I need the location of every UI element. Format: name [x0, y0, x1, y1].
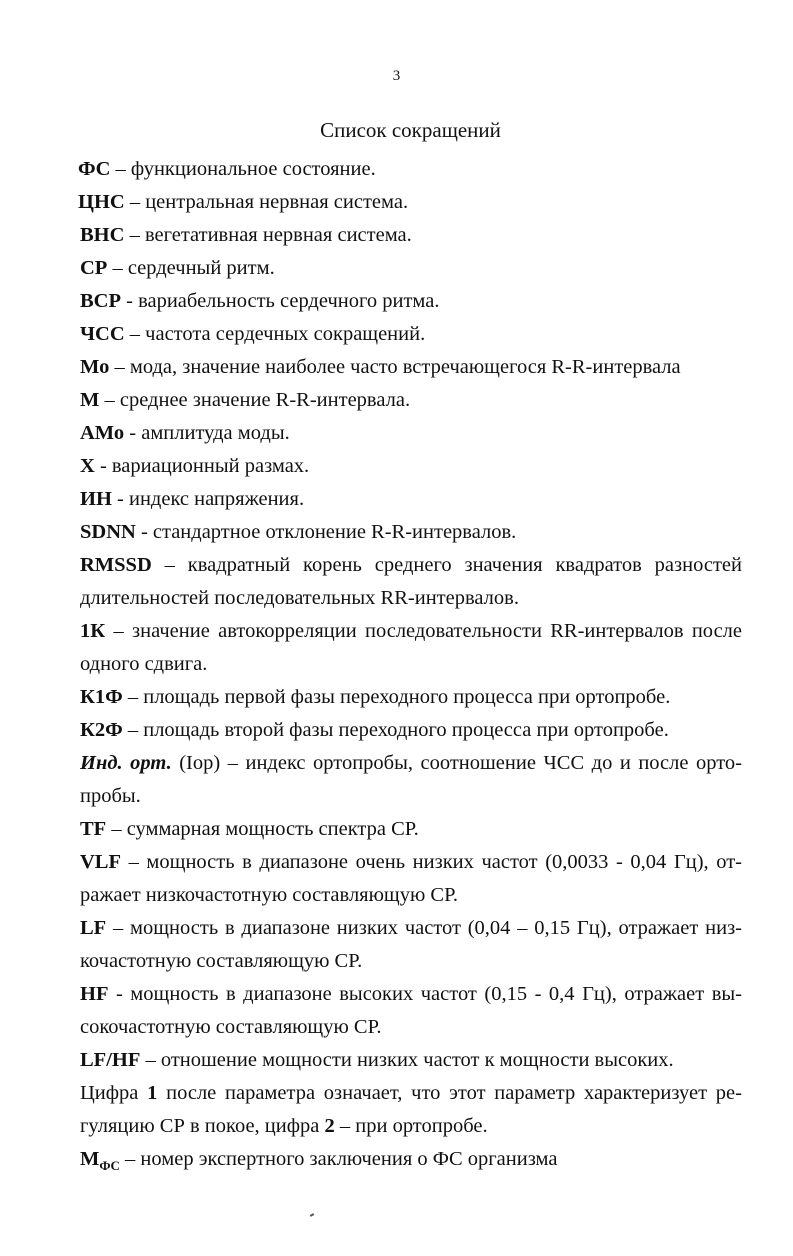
abbreviation-definition: ражает низкочастотную составляющую СР. — [80, 884, 459, 906]
list-item — [80, 322, 425, 346]
scan-speck — [310, 1213, 314, 1217]
abbreviation-definition: - стандартное отклонение R-R-интервалов. — [135, 521, 517, 543]
abbreviation-definition: – мода, значение наиболее часто встречающегося R-R-интервала — [109, 356, 681, 378]
list-item — [80, 916, 742, 940]
abbreviation-definition: – функциональное состояние. — [110, 158, 376, 180]
list-item-continuation — [80, 652, 207, 676]
list-item — [80, 223, 412, 247]
abbreviation-definition: сокочастотную составляющую СР. — [80, 1016, 382, 1038]
list-item — [80, 487, 304, 511]
abbreviation-term: М — [80, 1148, 100, 1170]
abbreviation-definition: – площадь второй фазы переходного процесса при ортопробе. — [122, 719, 669, 741]
list-item-continuation — [80, 784, 141, 808]
page-number: 3 — [392, 68, 401, 84]
abbreviation-term: ВНС — [80, 224, 125, 246]
abbreviation-term: LF/HF — [80, 1049, 141, 1071]
list-item — [80, 619, 742, 643]
abbreviation-term: HF — [80, 983, 109, 1005]
abbreviation-definition: длительностей последовательных RR-интервалов. — [80, 587, 519, 609]
abbreviation-term: SDNN — [80, 521, 136, 543]
list-item — [80, 520, 516, 544]
abbreviation-definition: - индекс напряжения. — [111, 488, 305, 510]
abbreviation-definition: - вариабельность сердечного ритма. — [121, 290, 440, 312]
abbreviation-term: 1К — [80, 620, 106, 642]
abbreviation-definition: – частота сердечных сокращений. — [124, 323, 426, 345]
abbreviation-term: VLF — [80, 851, 121, 873]
note-digit: 1 — [147, 1082, 158, 1104]
list-item — [80, 454, 309, 478]
abbreviation-definition: – площадь первой фазы переходного процесса при ортопробе. — [122, 686, 671, 708]
list-item — [80, 256, 275, 280]
abbreviation-definition: – центральная нервная система. — [124, 191, 409, 213]
abbreviation-term: Инд. орт. — [80, 752, 172, 774]
list-item — [80, 553, 742, 577]
abbreviation-definition: – номер экспертного заключения о ФС организма — [119, 1148, 558, 1170]
abbreviation-definition: кочастотную составляющую СР. — [80, 950, 363, 972]
abbreviation-definition: - вариационный размах. — [94, 455, 310, 477]
abbreviation-term: М — [80, 389, 100, 411]
abbreviation-definition: пробы. — [80, 785, 141, 807]
abbreviation-definition: – квадратный корень среднего значения квадратов разностей — [151, 554, 742, 576]
abbreviation-definition: – вегетативная нервная система. — [124, 224, 412, 246]
list-item — [80, 1048, 674, 1072]
abbreviation-term: ЧСС — [80, 323, 125, 345]
abbreviation-term: ФС — [78, 158, 111, 180]
list-item-continuation — [80, 586, 519, 610]
note-line — [80, 1114, 488, 1138]
abbreviation-definition: – отношение мощности низких частот к мощности высоких. — [140, 1049, 674, 1071]
list-item — [80, 1147, 557, 1178]
list-item-continuation — [80, 949, 362, 973]
abbreviation-definition: - амплитуда моды. — [124, 422, 290, 444]
abbreviation-term: К2Ф — [80, 719, 123, 741]
abbreviation-term: RMSSD — [80, 554, 152, 576]
note-text: гуляцию СР в покое, цифра — [80, 1115, 325, 1137]
abbreviation-definition: – значение автокорреляции последовательности RR-интервалов после — [105, 620, 742, 642]
list-item — [80, 982, 742, 1006]
list-item — [80, 289, 440, 313]
abbreviation-term: СР — [80, 257, 108, 279]
list-item — [78, 157, 376, 181]
abbreviation-definition: (Іор) – индекс ортопробы, соотношение ЧСС до и после орто- — [171, 752, 742, 774]
list-item-continuation — [80, 883, 458, 907]
abbreviation-term: Мо — [80, 356, 110, 378]
abbreviation-term: ИН — [80, 488, 112, 510]
list-item — [80, 388, 410, 412]
abbreviation-term: LF — [80, 917, 107, 939]
note-text: после параметра означает, что этот параметр характеризует ре- — [157, 1082, 742, 1104]
list-item — [78, 190, 408, 214]
abbreviation-definition: – сердечный ритм. — [107, 257, 275, 279]
abbreviation-subscript: ФС — [99, 1158, 120, 1174]
list-item — [80, 685, 670, 709]
abbreviation-term: TF — [80, 818, 107, 840]
abbreviation-definition: – среднее значение R-R-интервала. — [99, 389, 411, 411]
list-item — [80, 751, 742, 775]
note-digit: 2 — [324, 1115, 335, 1137]
abbreviation-term: Х — [80, 455, 95, 477]
note-text: – при ортопробе. — [334, 1115, 488, 1137]
abbreviation-term: АМо — [80, 422, 125, 444]
abbreviation-definition: – мощность в диапазоне очень низких частот (0,0033 - 0,04 Гц), от- — [121, 851, 742, 873]
list-item — [80, 850, 742, 874]
page-title: Список сокращений — [320, 118, 501, 142]
list-item-continuation — [80, 1015, 382, 1039]
list-item — [80, 421, 290, 445]
list-item — [80, 817, 419, 841]
note-text: Цифра — [80, 1082, 148, 1104]
abbreviation-definition: – суммарная мощность спектра СР. — [106, 818, 419, 840]
abbreviation-definition: - мощность в диапазоне высоких частот (0,15 - 0,4 Гц), отражает вы- — [108, 983, 742, 1005]
note-line — [80, 1081, 742, 1105]
list-item — [80, 355, 681, 379]
abbreviation-definition: одного сдвига. — [80, 653, 208, 675]
abbreviation-term: ВСР — [80, 290, 121, 312]
abbreviation-term: ЦНС — [78, 191, 125, 213]
abbreviation-term: К1Ф — [80, 686, 123, 708]
abbreviation-definition: – мощность в диапазоне низких частот (0,04 – 0,15 Гц), отражает низ- — [106, 917, 742, 939]
list-item — [80, 718, 669, 742]
